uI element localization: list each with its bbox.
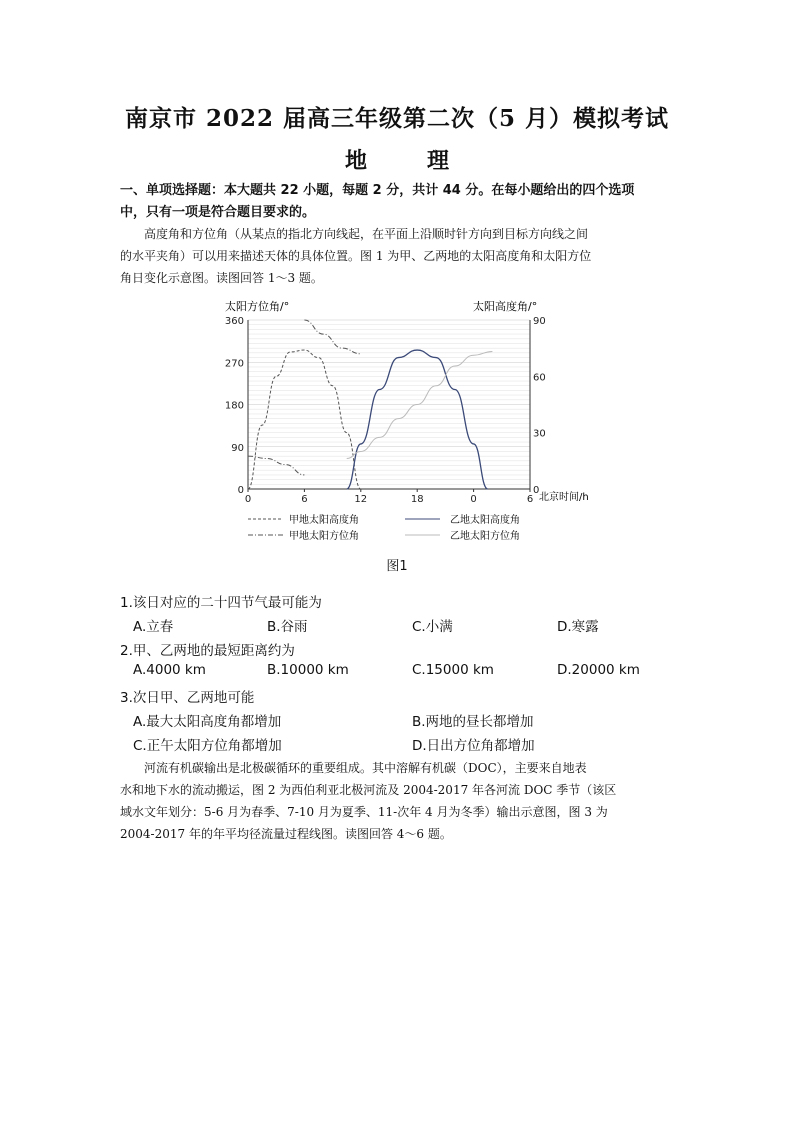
- section-instructions: [120, 180, 680, 224]
- intro1-line-3: 角日变化示意图。读图回答 1～3 题。: [120, 271, 323, 285]
- series-line-2: [347, 350, 488, 489]
- y-left-tick-label: 360: [224, 316, 244, 327]
- legend-label: 乙地太阳高度角: [450, 515, 520, 526]
- figure-caption: 图1: [386, 559, 408, 574]
- q3-option-c: C.正午太阳方位角都增加: [133, 738, 282, 754]
- legend-item-yi-altitude: [405, 513, 520, 526]
- legend-label: 乙地太阳方位角: [450, 531, 520, 542]
- x-tick-label: 12: [354, 494, 368, 505]
- y-right-axis-label: 太阳高度角/°: [473, 300, 538, 313]
- q1-option-d: D.寒露: [557, 619, 599, 635]
- legend-item-yi-azimuth: [405, 529, 520, 542]
- y-left-tick-label: 270: [224, 358, 244, 370]
- y-right-tick-label: 90: [533, 316, 546, 327]
- subject-heading: [0, 144, 794, 175]
- x-tick-label: 0: [244, 494, 252, 505]
- intro2-line-1: 河流有机碳输出是北极碳循环的重要组成。其中溶解有机碳（DOC），主要来自地表: [144, 761, 587, 775]
- x-tick-label: 0: [470, 494, 477, 505]
- intro2-line-3: 域水文年划分：5-6 月为春季、7-10 月为夏季、11-次年 4 月为冬季）输出示意图，图 3 为: [120, 805, 608, 819]
- y-left-tick-label: 90: [231, 442, 244, 454]
- exam-title: 南京市 2022 届高三年级第二次（5 月）模拟考试: [124, 105, 670, 132]
- question-3-stem: 3.次日甲、乙两地可能: [120, 690, 255, 706]
- intro1-line-2: 的水平夹角）可以用来描述天体的具体位置。图 1 为甲、乙两地的太阳高度角和太阳方位: [120, 249, 592, 263]
- x-tick-label: 6: [526, 494, 534, 505]
- q2-option-d: D.20000 km: [557, 662, 640, 678]
- section-line-1: 一、单项选择题：本大题共 22 小题，每题 2 分，共计 44 分。在每小题给出的四个选项: [120, 183, 635, 198]
- y-right-tick-label: 60: [533, 372, 546, 384]
- section-line-2: 中，只有一项是符合题目要求的。: [120, 205, 316, 220]
- chart-grid: [248, 320, 530, 489]
- y-right-tick-label: 30: [533, 428, 546, 440]
- intro-paragraph-1: [120, 223, 680, 289]
- y-left-tick-label: 0: [237, 485, 244, 496]
- series-line-0: [248, 350, 361, 489]
- y-left-ticks: [225, 316, 244, 496]
- series-line-1: [304, 320, 360, 354]
- q3-option-d: D.日出方位角都增加: [412, 738, 535, 754]
- x-axis-label: 北京时间/h: [539, 492, 589, 503]
- x-ticks: [245, 489, 533, 505]
- legend-label: 甲地太阳方位角: [289, 531, 359, 542]
- q2-option-a: A.4000 km: [133, 662, 206, 678]
- intro-paragraph-2: [120, 757, 680, 845]
- subject-char-2: 理: [427, 148, 450, 174]
- question-2-stem: 2.甲、乙两地的最短距离约为: [120, 643, 295, 659]
- legend-item-jia-azimuth: [248, 529, 359, 542]
- y-right-tick-label: 0: [533, 485, 540, 496]
- q1-option-b: B.谷雨: [267, 619, 308, 635]
- x-tick-label: 18: [410, 494, 424, 505]
- q1-option-a: A.立春: [133, 619, 174, 635]
- legend-label: 甲地太阳高度角: [289, 515, 359, 526]
- question-1-stem: 1.该日对应的二十四节气最可能为: [120, 595, 322, 611]
- intro1-line-1: 高度角和方位角（从某点的指北方向线起，在平面上沿顺时针方向到目标方向线之间: [144, 227, 589, 241]
- y-left-axis-label: 太阳方位角/°: [225, 300, 290, 313]
- figure-1-chart: [215, 296, 615, 546]
- subject-char-1: 地: [344, 148, 367, 174]
- y-left-tick-label: 180: [224, 400, 244, 412]
- q2-option-b: B.10000 km: [267, 662, 349, 678]
- q3-option-a: A.最大太阳高度角都增加: [133, 714, 282, 730]
- intro2-line-2: 水和地下水的流动搬运，图 2 为西伯利亚北极河流及 2004-2017 年各河流 DOC 季节（该区: [120, 783, 617, 797]
- y-right-ticks: [533, 316, 546, 496]
- x-tick-label: 6: [301, 494, 308, 505]
- chart-legend: [248, 513, 520, 542]
- legend-item-jia-altitude: [248, 513, 359, 526]
- q2-option-c: C.15000 km: [412, 662, 494, 678]
- intro2-line-4: 2004-2017 年的年平均径流量过程线图。读图回答 4～6 题。: [120, 827, 452, 841]
- q3-option-b: B.两地的昼长都增加: [412, 714, 534, 730]
- q1-option-c: C.小满: [412, 619, 453, 635]
